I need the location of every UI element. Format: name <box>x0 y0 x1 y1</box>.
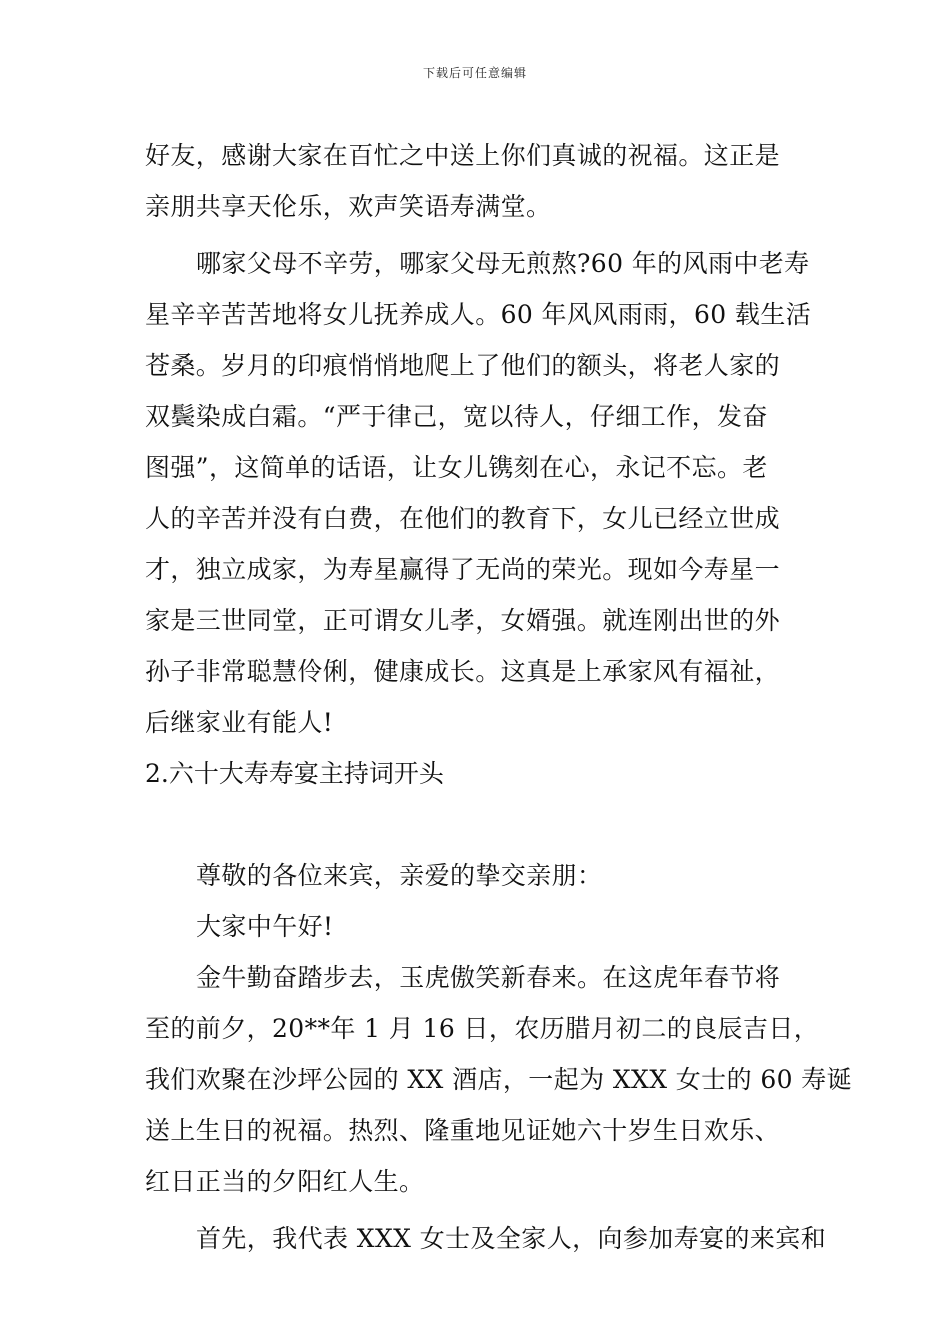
text-line: 才，独立成家，为寿星赢得了无尚的荣光。现如今寿星一 <box>145 555 781 584</box>
text-line: 送上生日的祝福。热烈、隆重地见证她六十岁生日欢乐、 <box>145 1116 781 1145</box>
paragraph-thanks <box>145 130 810 232</box>
salutation-line: 大家中午好! <box>196 912 334 941</box>
text-line: 图强”，这简单的话语，让女儿镌刻在心，永记不忘。老 <box>145 453 768 482</box>
paragraph-opening <box>145 1213 827 1264</box>
text-line: 金牛勤奋踏步去，玉虎傲笑新春来。在这虎年春节将 <box>196 963 781 992</box>
text-line: 苍桑。岁月的印痕悄悄地爬上了他们的额头，将老人家的 <box>145 351 781 380</box>
text-line: 家是三世同堂，正可谓女儿孝，女婿强。就连刚出世的外 <box>145 606 781 635</box>
greeting-line: 尊敬的各位来宾，亲爱的挚交亲朋： <box>196 861 603 890</box>
paragraph-parents <box>145 238 810 748</box>
text-line: 人的辛苦并没有白费，在他们的教育下，女儿已经立世成 <box>145 504 781 533</box>
text-line: 首先，我代表 XXX 女士及全家人，向参加寿宴的来宾和 <box>196 1224 827 1253</box>
text-line: 双鬓染成白霜。“严于律己，宽以待人，仔细工作，发奋 <box>145 402 768 431</box>
text-line: 哪家父母不辛劳，哪家父母无煎熬?60 年的风雨中老寿 <box>196 249 810 278</box>
text-line: 星辛辛苦苦地将女儿抚养成人。60 年风风雨雨，60 载生活 <box>145 300 812 329</box>
text-line: 后继家业有能人! <box>145 708 334 737</box>
paragraph-celebration <box>145 952 853 1207</box>
text-line: 亲朋共享天伦乐，欢声笑语寿满堂。 <box>145 192 552 221</box>
text-line: 孙子非常聪慧伶俐，健康成长。这真是上承家风有福祉， <box>145 657 781 686</box>
text-line: 红日正当的夕阳红人生。 <box>145 1167 425 1196</box>
text-line: 我们欢聚在沙坪公园的 XX 酒店，一起为 XXX 女士的 60 寿诞 <box>145 1065 853 1094</box>
text-line: 至的前夕，20**年 1 月 16 日，农历腊月初二的良辰吉日， <box>145 1014 820 1043</box>
section-heading: 2.六十大寿寿宴主持词开头 <box>145 759 444 788</box>
text-line: 好友，感谢大家在百忙之中送上你们真诚的祝福。这正是 <box>145 141 781 170</box>
page-header: 下载后可任意编辑 <box>422 66 527 80</box>
document-body <box>145 130 853 1264</box>
